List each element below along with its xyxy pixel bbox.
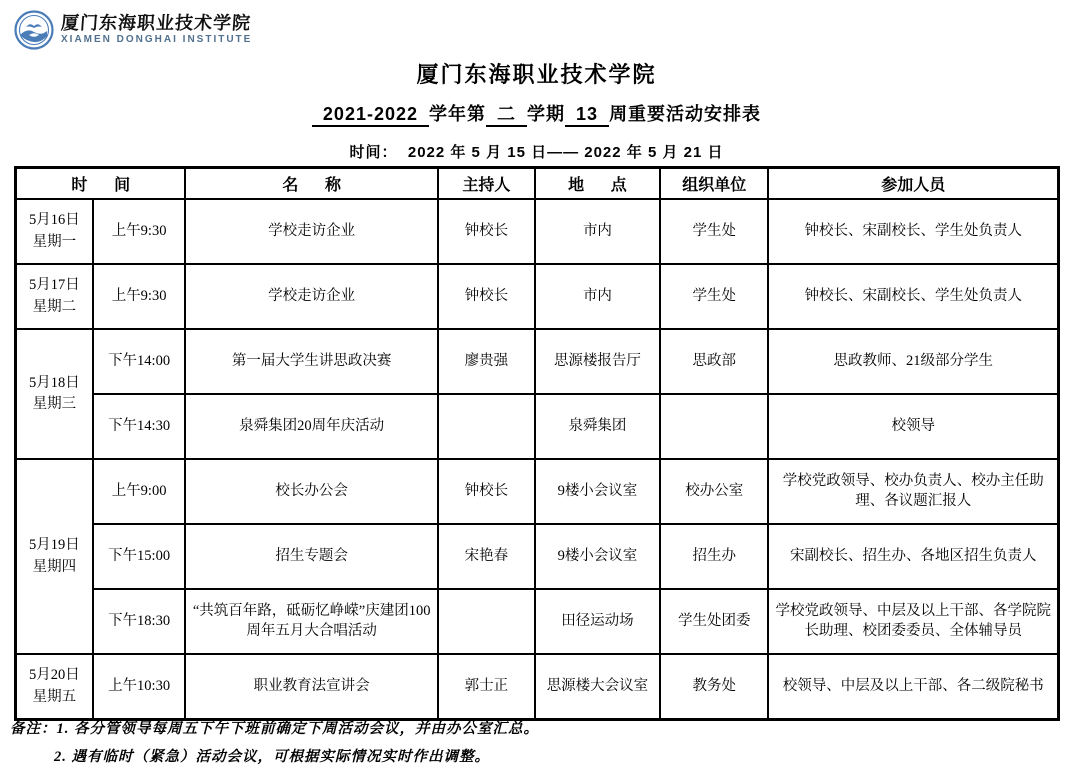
- activity-org-cell: 招生办: [660, 524, 768, 589]
- note-line-2: 2. 遇有临时（紧急）活动会议，可根据实际情况实时作出调整。: [54, 748, 490, 765]
- activity-name-cell: 招生专题会: [185, 524, 437, 589]
- activity-place-cell: 泉舜集团: [535, 394, 660, 459]
- activity-place-cell: 思源楼报告厅: [535, 329, 660, 394]
- date-text: 5月16日: [28, 212, 80, 229]
- activity-name-cell: 学校走访企业: [185, 199, 437, 264]
- weekday-text: 星期三: [32, 396, 77, 412]
- table-row: [16, 329, 1059, 394]
- activity-participants-cell: 校领导: [768, 394, 1058, 459]
- activity-name-cell: 学校走访企业: [185, 264, 437, 329]
- subtitle-segment-2: 二: [486, 104, 527, 127]
- activity-name-cell: 职业教育法宣讲会: [185, 654, 437, 720]
- activity-participants-cell: 学校党政领导、中层及以上干部、各学院院长助理、校团委委员、全体辅导员: [768, 589, 1058, 654]
- table-row: [16, 589, 1059, 654]
- activity-participants-cell: 学校党政领导、校办负责人、校办主任助理、各议题汇报人: [768, 459, 1058, 524]
- activity-host-cell: 钟校长: [438, 264, 535, 329]
- activity-time-cell: 上午9:00: [93, 459, 186, 524]
- weekday-text: 星期一: [32, 233, 77, 250]
- activity-host-cell: 钟校长: [438, 199, 535, 264]
- activity-place-cell: 田径运动场: [535, 589, 660, 654]
- subtitle-segment-5: 周重要活动安排表: [609, 104, 762, 124]
- weekday-text: 星期二: [32, 298, 77, 315]
- notes-label: 备注：: [10, 721, 57, 737]
- date-cell-day-1: [16, 199, 93, 264]
- activity-name-cell: 校长办公会: [185, 459, 437, 524]
- date-cell-day-4: [16, 459, 93, 654]
- subtitle-segment-3: 学期: [527, 104, 566, 124]
- note-1-text: 1. 各分管领导每周五下午下班前确定下周活动会议，并由办公室汇总。: [56, 721, 539, 737]
- date-text: 5月19日: [28, 537, 80, 554]
- column-header-place: 地 点: [535, 168, 660, 200]
- date-cell-day-3: [16, 329, 93, 459]
- institute-name-en: XIAMEN DONGHAI INSTITUTE: [61, 34, 253, 46]
- activity-host-cell: [438, 394, 535, 459]
- table-row: [16, 654, 1059, 720]
- column-header-participants: 参加人员: [768, 168, 1058, 200]
- date-text: 5月20日: [28, 667, 80, 684]
- date-range-value: 2022 年 5 月 15 日—— 2022 年 5 月 21 日: [397, 144, 724, 161]
- activity-org-cell: [660, 394, 768, 459]
- column-header-time: 时 间: [16, 168, 186, 200]
- column-header-name: 名 称: [185, 168, 437, 200]
- date-range-label: 时间：: [349, 144, 398, 161]
- page-title: 厦门东海职业技术学院: [416, 62, 657, 87]
- activity-time-cell: 下午15:00: [93, 524, 186, 589]
- weekday-text: 星期四: [32, 558, 77, 575]
- date-range-line: [0, 141, 1073, 162]
- activity-participants-cell: 宋副校长、招生办、各地区招生负责人: [768, 524, 1058, 589]
- activity-org-cell: 学生处: [660, 264, 768, 329]
- activity-org-cell: 学生处团委: [660, 589, 768, 654]
- activity-host-cell: 宋艳春: [438, 524, 535, 589]
- activity-host-cell: [438, 589, 535, 654]
- weekday-text: 星期五: [32, 688, 77, 705]
- table-row: [16, 394, 1059, 459]
- activity-host-cell: 廖贵强: [438, 329, 535, 394]
- activity-place-cell: 市内: [535, 264, 660, 329]
- date-cell-day-2: [16, 264, 93, 329]
- activity-time-cell: 下午14:30: [93, 394, 186, 459]
- date-text: 5月17日: [28, 277, 80, 294]
- header-row: [16, 168, 1059, 200]
- activity-name-cell: “共筑百年路，砥砺忆峥嵘”庆建团100周年五月大合唱活动: [185, 589, 437, 654]
- table-row: [16, 264, 1059, 329]
- activity-org-cell: 教务处: [660, 654, 768, 720]
- page-subtitle: [0, 100, 1073, 126]
- column-header-host: 主持人: [438, 168, 535, 200]
- activity-time-cell: 下午18:30: [93, 589, 186, 654]
- activity-participants-cell: 钟校长、宋副校长、学生处负责人: [768, 199, 1058, 264]
- activity-participants-cell: 钟校长、宋副校长、学生处负责人: [768, 264, 1058, 329]
- schedule-table-wrap: [14, 166, 1060, 721]
- activity-host-cell: 郭士正: [438, 654, 535, 720]
- activity-host-cell: 钟校长: [438, 459, 535, 524]
- activity-participants-cell: 校领导、中层及以上干部、各二级院秘书: [768, 654, 1058, 720]
- subtitle-segment-1: 学年第: [429, 104, 487, 124]
- footer-notes: [10, 716, 1010, 771]
- activity-name-cell: 泉舜集团20周年庆活动: [185, 394, 437, 459]
- table-row: [16, 459, 1059, 524]
- activity-time-cell: 上午10:30: [93, 654, 186, 720]
- schedule-table: [14, 166, 1060, 721]
- activity-org-cell: 校办公室: [660, 459, 768, 524]
- institute-emblem-icon: [14, 10, 54, 50]
- activity-time-cell: 上午9:30: [93, 199, 186, 264]
- activity-participants-cell: 思政教师、21级部分学生: [768, 329, 1058, 394]
- table-row: [16, 524, 1059, 589]
- activity-time-cell: 上午9:30: [93, 264, 186, 329]
- activity-org-cell: 思政部: [660, 329, 768, 394]
- institute-logo: [14, 10, 252, 50]
- subtitle-segment-0: 2021-2022: [312, 104, 429, 127]
- column-header-org: 组织单位: [660, 168, 768, 200]
- date-cell-day-5: [16, 654, 93, 720]
- table-row: [16, 199, 1059, 264]
- activity-place-cell: 思源楼大会议室: [535, 654, 660, 720]
- activity-org-cell: 学生处: [660, 199, 768, 264]
- activity-place-cell: 9楼小会议室: [535, 524, 660, 589]
- date-text: 5月18日: [28, 374, 80, 391]
- activity-place-cell: 市内: [535, 199, 660, 264]
- activity-time-cell: 下午14:00: [93, 329, 186, 394]
- note-line-1: [10, 716, 1010, 744]
- activity-place-cell: 9楼小会议室: [535, 459, 660, 524]
- institute-name-cn: 厦门东海职业技术学院: [60, 13, 252, 34]
- subtitle-segment-4: 13: [565, 104, 609, 127]
- activity-name-cell: 第一届大学生讲思政决赛: [185, 329, 437, 394]
